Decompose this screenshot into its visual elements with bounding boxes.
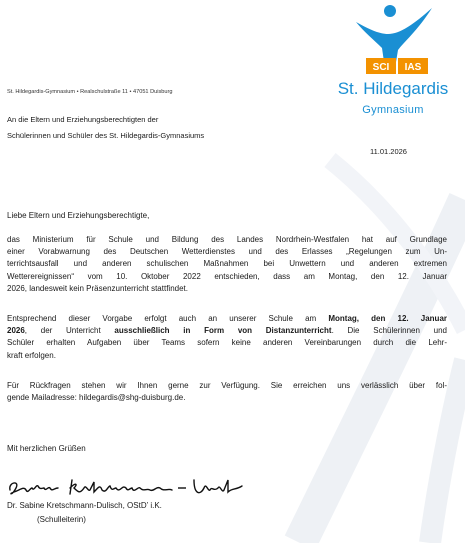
signer-name: Dr. Sabine Kretschmann-Dulisch, OStD’ i.K. (7, 501, 162, 510)
paragraph-3-line: Für Rückfragen stehen wir Ihnen gerne zur Verfügung. Sie erreichen uns verlässlich über fol- (7, 381, 447, 390)
paragraph-3 (7, 380, 447, 404)
paragraph-2-text: Entsprechend dieser Vorgabe erfolgt auch an unserer Schule am (7, 314, 329, 323)
paragraph-1-line: einer Vorabwarnung des Deutschen Wetterdienstes und des Erlasses „Regelungen zum Un- (7, 247, 447, 257)
logo-subtitle: Gymnasium (362, 104, 424, 116)
paragraph-2-line: Schüler erhalten Aufgaben über Teams sofern keine anderen Vereinbarungen durch die Lehr- (7, 338, 447, 348)
paragraph-2-line (7, 325, 447, 337)
paragraph-2-text: . Die Schülerinnen und (331, 326, 447, 336)
letter-date: 11.01.2026 (370, 147, 407, 156)
closing-greeting: Mit herzlichen Grüßen (7, 444, 86, 453)
logo-school-name: St. Hildegardis (337, 79, 449, 98)
paragraph-2 (7, 313, 447, 362)
recipient-line-1: An die Eltern und Erziehungsberechtigten der (7, 115, 159, 124)
paragraph-2-line (7, 313, 447, 325)
paragraph-2-text: , der Unterricht (24, 326, 115, 336)
paragraph-2-bold-year: 2026 (7, 326, 25, 336)
handwritten-signature (6, 470, 250, 500)
paragraph-3-line: gende Mailadresse: hildegardis@shg-duisburg.de. (7, 393, 186, 403)
paragraph-1-line: Wetterereignissen“ vom 10. Oktober 2022 entschieden, dass am Montag, den 12. Januar (7, 271, 447, 281)
signer-role: (Schulleiterin) (37, 515, 86, 524)
logo-badge-left: SCI (372, 62, 390, 73)
paragraph-2-bold-date: Montag, den 12. Januar (328, 314, 448, 323)
paragraph-2-line: kraft erfolgen. (7, 350, 56, 360)
paragraph-1-line: terrichtsausfall und anderen schulischen Maßnahmen bei Unwettern und anderen extremen (7, 259, 447, 269)
salutation: Liebe Eltern und Erziehungsberechtigte, (7, 211, 150, 220)
logo-figure-icon (352, 4, 436, 76)
logo-badge-right: IAS (404, 62, 422, 73)
sender-address-line: St. Hildegardis-Gymnasium • Realschulstraße 11 • 47051 Duisburg (7, 89, 173, 95)
recipient-line-2: Schülerinnen und Schüler des St. Hildegardis-Gymnasiums (7, 131, 205, 140)
paragraph-1-line: das Ministerium für Schule und Bildung des Landes Nordrhein-Westfalen hat auf Grundlage (7, 235, 447, 244)
paragraph-2-bold-distance: ausschließlich in Form von Distanzunterricht (114, 326, 332, 336)
paragraph-1-line: 2026, landesweit kein Präsenzunterricht stattfindet. (7, 283, 188, 293)
paragraph-1 (7, 234, 447, 295)
